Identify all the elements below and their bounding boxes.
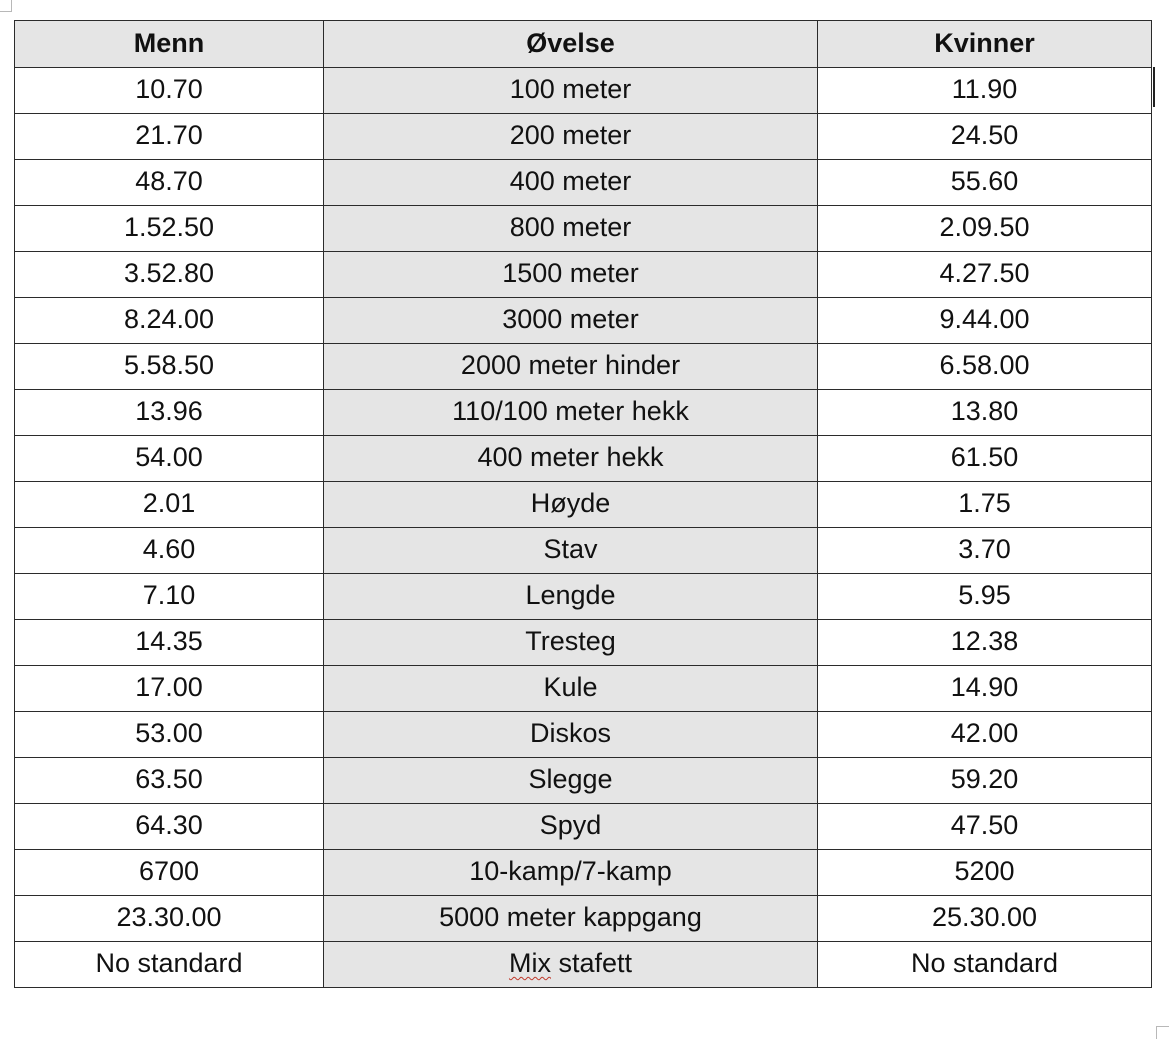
cell-men-text: 17.00 [135, 672, 203, 702]
cell-women-text: 24.50 [950, 120, 1019, 150]
cell-women[interactable] [818, 482, 1152, 528]
cell-men[interactable] [15, 114, 324, 160]
cell-men[interactable] [15, 574, 324, 620]
cell-men-text: 1.52.50 [123, 212, 215, 242]
cell-event-text: 100 meter [509, 74, 632, 104]
cell-women[interactable] [818, 68, 1152, 114]
cell-men[interactable] [15, 344, 324, 390]
cell-women[interactable] [818, 896, 1152, 942]
cell-event[interactable] [324, 804, 818, 850]
cell-men-text: 21.70 [135, 120, 203, 150]
cell-event[interactable] [324, 758, 818, 804]
cell-women[interactable] [818, 574, 1152, 620]
table-row [15, 528, 1152, 574]
cell-women-text: 55.60 [950, 166, 1019, 196]
cell-men[interactable] [15, 942, 324, 988]
cell-women[interactable] [818, 344, 1152, 390]
cell-event[interactable] [324, 298, 818, 344]
cell-men[interactable] [15, 758, 324, 804]
cell-men[interactable] [15, 436, 324, 482]
cell-event[interactable] [324, 114, 818, 160]
cell-women[interactable] [818, 712, 1152, 758]
cell-women-text: 2.09.50 [939, 212, 1030, 242]
cell-women[interactable] [818, 850, 1152, 896]
table-row [15, 666, 1152, 712]
cell-event-text: Lengde [525, 580, 616, 610]
cell-women-text: 59.20 [950, 764, 1019, 794]
cell-event[interactable] [324, 206, 818, 252]
cell-women-text: 25.30.00 [931, 902, 1038, 932]
cell-women[interactable] [818, 666, 1152, 712]
cell-event[interactable] [324, 666, 818, 712]
cell-event-text: 10-kamp/7-kamp [469, 856, 672, 886]
table-row [15, 942, 1152, 988]
table-row [15, 160, 1152, 206]
qualification-standards-table-wrapper [14, 20, 1151, 988]
cell-women-text: 6.58.00 [939, 350, 1030, 380]
cell-event[interactable] [324, 344, 818, 390]
cell-men-text: 6700 [138, 856, 200, 886]
page-corner-mark-top-left [0, 0, 12, 12]
cell-women-text: 5200 [954, 856, 1015, 886]
qualification-standards-table [14, 20, 1152, 988]
table-row [15, 390, 1152, 436]
cell-event-text: 1500 meter [502, 258, 639, 288]
cell-event[interactable] [324, 482, 818, 528]
cell-women-text: 61.50 [950, 442, 1019, 472]
cell-women-text: No standard [910, 948, 1059, 978]
cell-men-text: 63.50 [135, 764, 203, 794]
page-corner-mark-bottom-right [1156, 1026, 1169, 1039]
cell-women-text: 14.90 [950, 672, 1019, 702]
table-row [15, 206, 1152, 252]
cell-men[interactable] [15, 804, 324, 850]
cell-event-text: Spyd [539, 810, 602, 840]
cell-event-text: Tresteg [525, 626, 616, 656]
cell-event-text: 5000 meter kappgang [439, 902, 702, 932]
cell-women[interactable] [818, 206, 1152, 252]
cell-men-text: No standard [95, 948, 243, 978]
cell-women[interactable] [818, 528, 1152, 574]
table-row [15, 298, 1152, 344]
table-row [15, 758, 1152, 804]
cell-men-text: 4.60 [142, 534, 196, 564]
cell-men-text: 8.24.00 [123, 304, 215, 334]
cell-men-text: 3.52.80 [123, 258, 215, 288]
cell-women-text: 47.50 [950, 810, 1019, 840]
table-row [15, 344, 1152, 390]
cell-event-text: 800 meter [509, 212, 632, 242]
cell-event[interactable] [324, 252, 818, 298]
text-cursor [1153, 67, 1155, 107]
cell-event-text: 400 meter [509, 166, 632, 196]
table-row [15, 482, 1152, 528]
table-header-row [15, 21, 1152, 68]
cell-women[interactable] [818, 804, 1152, 850]
cell-women[interactable] [818, 436, 1152, 482]
cell-men-text: 10.70 [135, 74, 203, 104]
cell-women-text: 12.38 [950, 626, 1019, 656]
cell-event[interactable] [324, 942, 818, 988]
cell-men[interactable] [15, 298, 324, 344]
cell-men-text: 48.70 [135, 166, 203, 196]
table-row [15, 114, 1152, 160]
cell-event[interactable] [324, 850, 818, 896]
cell-event-text: Diskos [529, 718, 611, 748]
table-row [15, 68, 1152, 114]
cell-men-text: 23.30.00 [116, 902, 222, 932]
cell-women-text: 4.27.50 [939, 258, 1030, 288]
cell-men[interactable] [15, 206, 324, 252]
cell-event[interactable] [324, 160, 818, 206]
cell-women[interactable] [818, 114, 1152, 160]
cell-event-text: 2000 meter hinder [460, 350, 681, 380]
cell-event[interactable] [324, 896, 818, 942]
table-row [15, 574, 1152, 620]
cell-women[interactable] [818, 160, 1152, 206]
column-header-men[interactable]: Menn [15, 21, 324, 68]
cell-men[interactable] [15, 68, 324, 114]
cell-event[interactable] [324, 712, 818, 758]
cell-women[interactable] [818, 252, 1152, 298]
cell-event[interactable] [324, 620, 818, 666]
cell-event[interactable] [324, 574, 818, 620]
cell-women-text: 3.70 [958, 534, 1011, 564]
cell-event-text: Stav [543, 534, 598, 564]
cell-event-text: 3000 meter [502, 304, 639, 334]
cell-men[interactable] [15, 712, 324, 758]
cell-men-text: 64.30 [135, 810, 203, 840]
cell-men-text: 54.00 [135, 442, 203, 472]
cell-women-text: 9.44.00 [939, 304, 1030, 334]
cell-men-text: 53.00 [135, 718, 203, 748]
cell-women[interactable] [818, 942, 1152, 988]
table-row [15, 712, 1152, 758]
table-row [15, 252, 1152, 298]
cell-women-text: 1.75 [958, 488, 1011, 518]
cell-men[interactable] [15, 620, 324, 666]
cell-men[interactable] [15, 528, 324, 574]
cell-men[interactable] [15, 252, 324, 298]
cell-women[interactable] [818, 390, 1152, 436]
table-row [15, 896, 1152, 942]
cell-men[interactable] [15, 160, 324, 206]
cell-event[interactable] [324, 68, 818, 114]
cell-women-text: 42.00 [950, 718, 1019, 748]
table-body [15, 68, 1152, 988]
cell-men-text: 7.10 [142, 580, 196, 610]
cell-men[interactable] [15, 850, 324, 896]
column-header-event[interactable]: Øvelse [324, 21, 818, 68]
cell-event-text: 400 meter hekk [477, 442, 664, 472]
cell-men[interactable] [15, 896, 324, 942]
cell-event[interactable] [324, 390, 818, 436]
cell-women[interactable] [818, 758, 1152, 804]
cell-men-text: 13.96 [135, 396, 203, 426]
table-row [15, 436, 1152, 482]
cell-event-text: Høyde [530, 488, 611, 518]
cell-men-text: 5.58.50 [123, 350, 215, 380]
cell-event-text: 110/100 meter hekk [452, 396, 689, 426]
cell-men-text: 2.01 [142, 488, 196, 518]
cell-women-text: 13.80 [950, 396, 1019, 426]
table-row [15, 850, 1152, 896]
column-header-women[interactable]: Kvinner [818, 21, 1152, 68]
spellcheck-flagged-word[interactable]: Mix [508, 948, 551, 978]
cell-event-text: Mix stafett [508, 948, 633, 978]
table-row [15, 620, 1152, 666]
cell-women-text: 5.95 [958, 580, 1011, 610]
cell-event[interactable] [324, 436, 818, 482]
cell-women[interactable] [818, 298, 1152, 344]
cell-men[interactable] [15, 666, 324, 712]
cell-men[interactable] [15, 390, 324, 436]
cell-event-text: Kule [543, 672, 598, 702]
table-row [15, 804, 1152, 850]
cell-event-text: Slegge [528, 764, 613, 794]
cell-men[interactable] [15, 482, 324, 528]
cell-event[interactable] [324, 528, 818, 574]
cell-women-text: 11.90 [951, 74, 1018, 104]
cell-men-text: 14.35 [135, 626, 203, 656]
cell-women[interactable] [818, 620, 1152, 666]
cell-event-text: 200 meter [509, 120, 632, 150]
